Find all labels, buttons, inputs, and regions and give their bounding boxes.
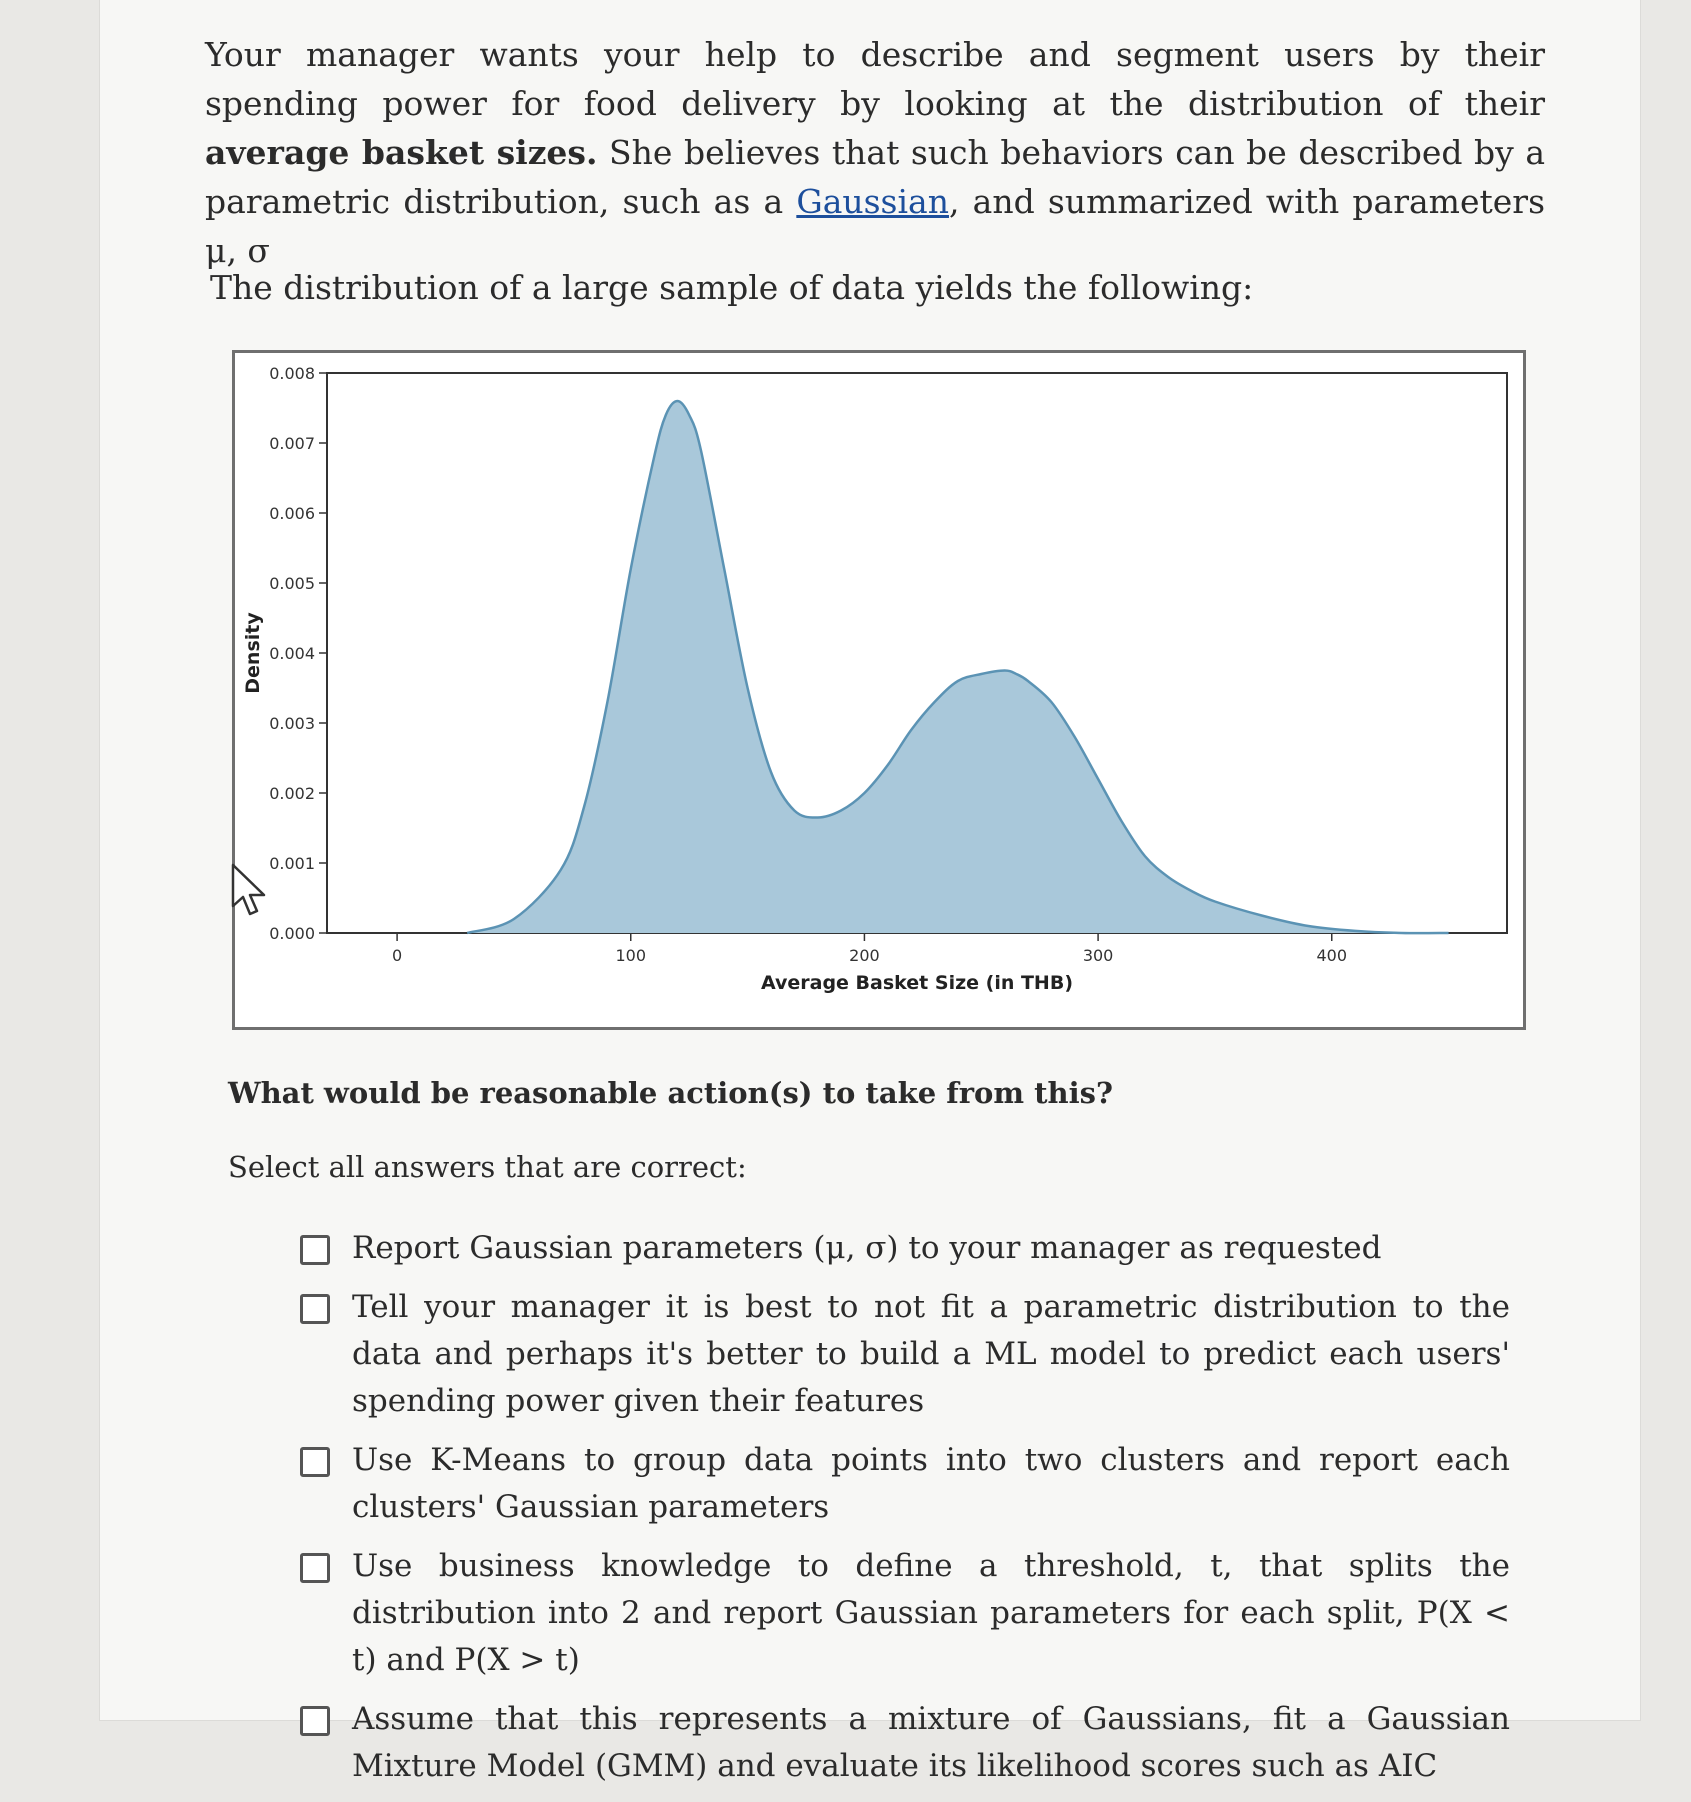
intro-text-2: She believes that such behaviors can be described by a parametric distribution, such as a [205, 133, 1545, 221]
checkbox-option-5[interactable] [300, 1706, 330, 1736]
intro-paragraph [205, 30, 1545, 275]
answer-option-5[interactable] [300, 1696, 1510, 1790]
y-tick-label: 0.003 [269, 714, 315, 733]
y-tick-label: 0.000 [269, 924, 315, 943]
intro-text-3: , and summarized with parameters μ, σ [205, 182, 1545, 270]
checkbox-option-4[interactable] [300, 1553, 330, 1583]
option-1-label: Report Gaussian parameters (μ, σ) to your manager as requested [352, 1230, 1382, 1266]
x-tick-label: 200 [849, 946, 880, 965]
y-axis-label: Density [242, 612, 264, 694]
x-tick-label: 100 [615, 946, 647, 965]
option-4-label: Use business knowledge to define a threshold, t, that splits the distribution into 2 and report Gaussian parameters for each split, P(X < t) and P(X > t) [352, 1548, 1510, 1678]
y-tick-label: 0.007 [269, 434, 315, 453]
y-tick-label: 0.004 [269, 644, 315, 663]
intro-bold-text: average basket sizes. [205, 133, 598, 172]
y-tick-label: 0.006 [269, 504, 315, 523]
x-tick-label: 0 [392, 946, 403, 965]
checkbox-option-3[interactable] [300, 1447, 330, 1477]
answer-option-4[interactable] [300, 1543, 1510, 1684]
checkbox-option-1[interactable] [300, 1235, 330, 1265]
x-tick-label: 300 [1082, 946, 1114, 965]
x-axis-label: Average Basket Size (in THB) [760, 972, 1074, 994]
y-tick-label: 0.005 [269, 574, 315, 593]
density-chart-svg [235, 353, 1523, 1027]
density-chart [232, 350, 1526, 1030]
question-heading: What would be reasonable action(s) to take from this? [228, 1076, 1113, 1110]
lead-sentence: The distribution of a large sample of data yields the following: [210, 268, 1254, 307]
y-tick-label: 0.002 [269, 784, 315, 803]
option-2-label: Tell your manager it is best to not fit a parametric distribution to the data and perhaps it's better to build a ML model to predict each users' spending power given their features [352, 1289, 1510, 1419]
mouse-cursor-icon [230, 862, 274, 918]
answer-options [300, 1225, 1510, 1802]
y-tick-label: 0.008 [269, 364, 315, 383]
option-3-label: Use K-Means to group data points into two clusters and report each clusters' Gaussian parameters [352, 1442, 1510, 1525]
y-tick-label: 0.001 [269, 854, 315, 873]
gaussian-link[interactable]: Gaussian [796, 182, 949, 221]
x-tick-label: 400 [1316, 946, 1348, 965]
option-5-label: Assume that this represents a mixture of Gaussians, fit a Gaussian Mixture Model (GMM) and evaluate its likelihood scores such as AIC [352, 1701, 1510, 1784]
intro-text-1: Your manager wants your help to describe and segment users by their spending power for food delivery by looking at the distribution of their [205, 35, 1545, 123]
instruction-text: Select all answers that are correct: [228, 1150, 747, 1184]
answer-option-3[interactable] [300, 1437, 1510, 1531]
answer-option-1[interactable] [300, 1225, 1510, 1272]
answer-option-2[interactable] [300, 1284, 1510, 1425]
checkbox-option-2[interactable] [300, 1294, 330, 1324]
